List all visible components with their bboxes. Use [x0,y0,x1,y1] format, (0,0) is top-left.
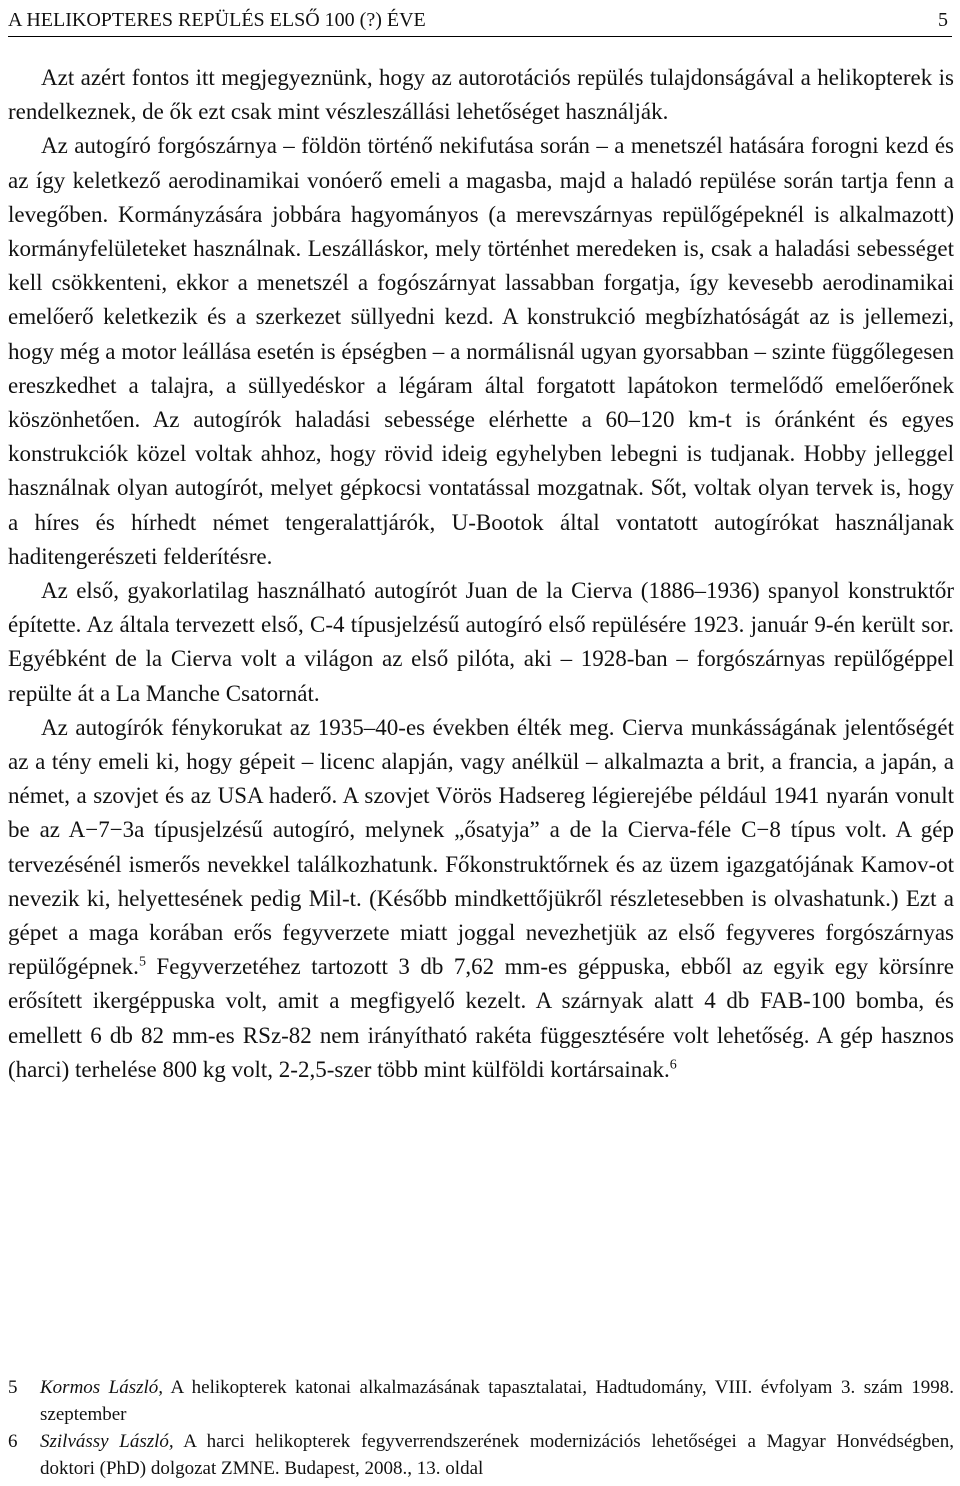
footnotes [8,1374,954,1482]
footnote-reference: 5 [138,954,146,970]
footnote [8,1374,954,1428]
footnote-text: A helikopterek katonai alkalmazásának tapasztalatai, Hadtudomány, VIII. évfolyam 3. szám 1998. szeptember [40,1377,954,1425]
footnote-number: 5 [8,1377,18,1398]
footnote-author: Szilvássy László, [40,1431,174,1452]
paragraph: Azt azért fontos itt megjegyeznünk, hogy az autorotációs repülés tulajdonságával a helikopterek is rendelkeznek, de ők ezt csak mint vészleszállási lehetőséget használják. [8,65,954,125]
paragraph [8,711,954,1087]
footnote [8,1428,954,1482]
header-title: A HELIKOPTERES REPÜLÉS ELSŐ 100 (?) ÉVE [8,9,426,31]
footnote-number: 6 [8,1431,18,1452]
paragraph: Az első, gyakorlatilag használható autogírót Juan de la Cierva (1886–1936) spanyol konstruktőr építette. Az általa tervezett első, C-4 típusjelzésű autogíró első repülésére 1923. január 9-én került sor. Egyébként de la Cierva volt a világon az első pilóta, aki – 1928-ban – forgószárnyas repülőgéppel repülte át a La Manche Csatornát. [8,578,954,706]
footnote-reference: 6 [669,1057,677,1073]
paragraph-text: Az autogírók fénykorukat az 1935–40-es években élték meg. Cierva munkásságának jelentőségét az a tény emeli ki, hogy gépeit – licenc alapján, vagy anélkül – alkalmazta a brit, a francia, a japán, a német, a szovjet és az USA haderő. A szovjet Vörös Hadsereg légierejébe például 1941 nyarán vonult be az A−7−3a típusjelzésű autogíró, melynek „ősatyja” a de la Cierva-féle C−8 típus volt. A gép tervezésénél ismerős nevekkel találkozhatunk. Főkonstruktőrnek és az üzem igazgatójának Kamov-ot nevezik ki, helyettesének pedig Mil-t. (Később mindkettőjükről részletesebben is olvashatunk.) Ezt a gépet a maga korában erős fegyverzete miatt joggal nevezhetjük az első fegyveres forgószárnyas repülőgépnek. [8,714,954,980]
footnote-text: A harci helikopterek fegyverrendszerének modernizációs lehetőségei a Magyar Honvédségben, doktori (PhD) dolgozat ZMNE. Budapest, 2008., 13. oldal [40,1431,954,1479]
body-text [8,61,954,1087]
footnote-author: Kormos László, [40,1377,164,1398]
running-header [8,6,952,37]
paragraph: Az autogíró forgószárnya – földön történő nekifutása során – a menetszél hatására forogni kezd és az így keletkező aerodinamikai vonóerő emeli a magasba, majd a haladó repülése során tartja fenn a levegőben. Kormányzására jobbára hagyományos (a merevszárnyas repülőgépeknél is alkalmazott) kormányfelületeket használnak. Leszálláskor, mely történhet meredeken is, csak a haladási sebességet kell csökkenteni, ekkor a menetszél a fogószárnyat lassabban forgatja, így kevesebb aerodinamikai emelőerő keletkezik és a szerkezet süllyedni kezd. A konstrukció megbízhatóságát az is jellemezi, hogy még a motor leállása esetén is épségben – a normálisnál ugyan gyorsabban – szinte függőlegesen ereszkedhet a talajra, a süllyedéskor a légáram által forgatott lapátokon termelődő emelőerőnek köszönhetően. Az autogírók haladási sebessége elérhette a 60–120 km-t is óránként és egyes konstrukciók közel voltak ahhoz, hogy rövid ideig egyhelyben lebegni is tudjanak. Hobby jelleggel használnak olyan autogírót, melyet gépkocsi vontatással mozgatnak. Sőt, voltak olyan tervek is, hogy a híres és hírhedt német tengeralattjárók, U-Bootok által vontatott autogírókat használjanak haditengerészeti felderítésre. [8,133,954,569]
page-number: 5 [938,9,948,31]
paragraph-text: Fegyverzetéhez tartozott 3 db 7,62 mm-es géppuska, ebből az egyik egy körsínre erősített ikergéppuska volt, amit a megfigyelő kezelt. A szárnyak alatt 4 db FAB-100 bomba, és emellett 6 db 82 mm-es RSz-82 nem irányítható rakéta függesztésére volt lehetőség. A gép hasznos (harci) terhelése 800 kg volt, 2-2,5-szer több mint külföldi kortársainak. [8,954,954,1082]
